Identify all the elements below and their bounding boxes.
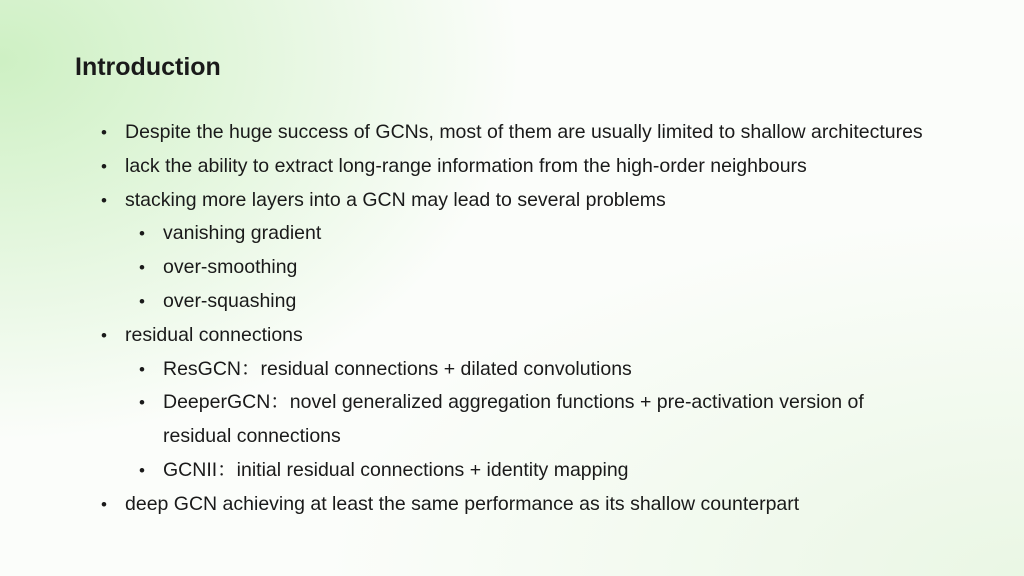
bullet-text: GCNII：initial residual connections + identity mapping bbox=[163, 458, 629, 481]
bullet-dot-icon: • bbox=[139, 393, 145, 413]
bullet-dot-icon: • bbox=[101, 190, 107, 210]
sub-bullet-vanishing-gradient bbox=[100, 217, 1010, 251]
bullet-text: Despite the huge success of GCNs, most of them are usually limited to shallow architectures bbox=[125, 121, 923, 143]
bullet-text: over-squashing bbox=[163, 289, 297, 312]
bullet-text: lack the ability to extract long-range information from the high-order neighbours bbox=[125, 154, 807, 177]
bullet-dot-icon: • bbox=[139, 359, 145, 379]
bullet-text: over-smoothing bbox=[163, 256, 298, 279]
bullet-text: deep GCN achieving at least the same performance as its shallow counterpart bbox=[125, 492, 800, 515]
sub-bullet-gcnii bbox=[100, 454, 1010, 488]
bullet-item-residual-connections bbox=[100, 319, 1010, 353]
bullet-dot-icon: • bbox=[101, 123, 107, 142]
sub-bullet-over-squashing bbox=[100, 285, 1010, 319]
bullet-item-stacking-layers bbox=[100, 184, 1010, 218]
bullet-text: DeeperGCN：novel generalized aggregation functions + pre-activation version of bbox=[163, 391, 864, 414]
bullet-dot-icon: • bbox=[139, 224, 145, 244]
bullet-dot-icon: • bbox=[139, 291, 145, 311]
bullet-dot-icon: • bbox=[139, 258, 145, 278]
bullet-text: vanishing gradient bbox=[163, 222, 322, 245]
bullet-item-gcn-success bbox=[100, 116, 1010, 150]
bullet-dot-icon: • bbox=[101, 494, 107, 514]
bullet-dot-icon: • bbox=[101, 325, 107, 345]
sub-bullet-over-smoothing bbox=[100, 251, 1010, 285]
bullet-list bbox=[100, 116, 1010, 522]
bullet-dot-icon: • bbox=[139, 460, 145, 480]
bullet-text-continuation: residual connections bbox=[163, 425, 341, 448]
bullet-dot-icon: • bbox=[101, 156, 107, 176]
bullet-item-deep-gcn-performance bbox=[100, 488, 1010, 522]
sub-bullet-deepergcn bbox=[100, 386, 1010, 454]
sub-bullet-resgcn bbox=[100, 353, 1010, 387]
bullet-text: ResGCN：residual connections + dilated convolutions bbox=[163, 357, 632, 380]
bullet-text: residual connections bbox=[125, 323, 303, 346]
bullet-item-long-range bbox=[100, 150, 1010, 184]
bullet-text: stacking more layers into a GCN may lead to several problems bbox=[125, 188, 666, 211]
slide-title: Introduction bbox=[75, 53, 221, 81]
